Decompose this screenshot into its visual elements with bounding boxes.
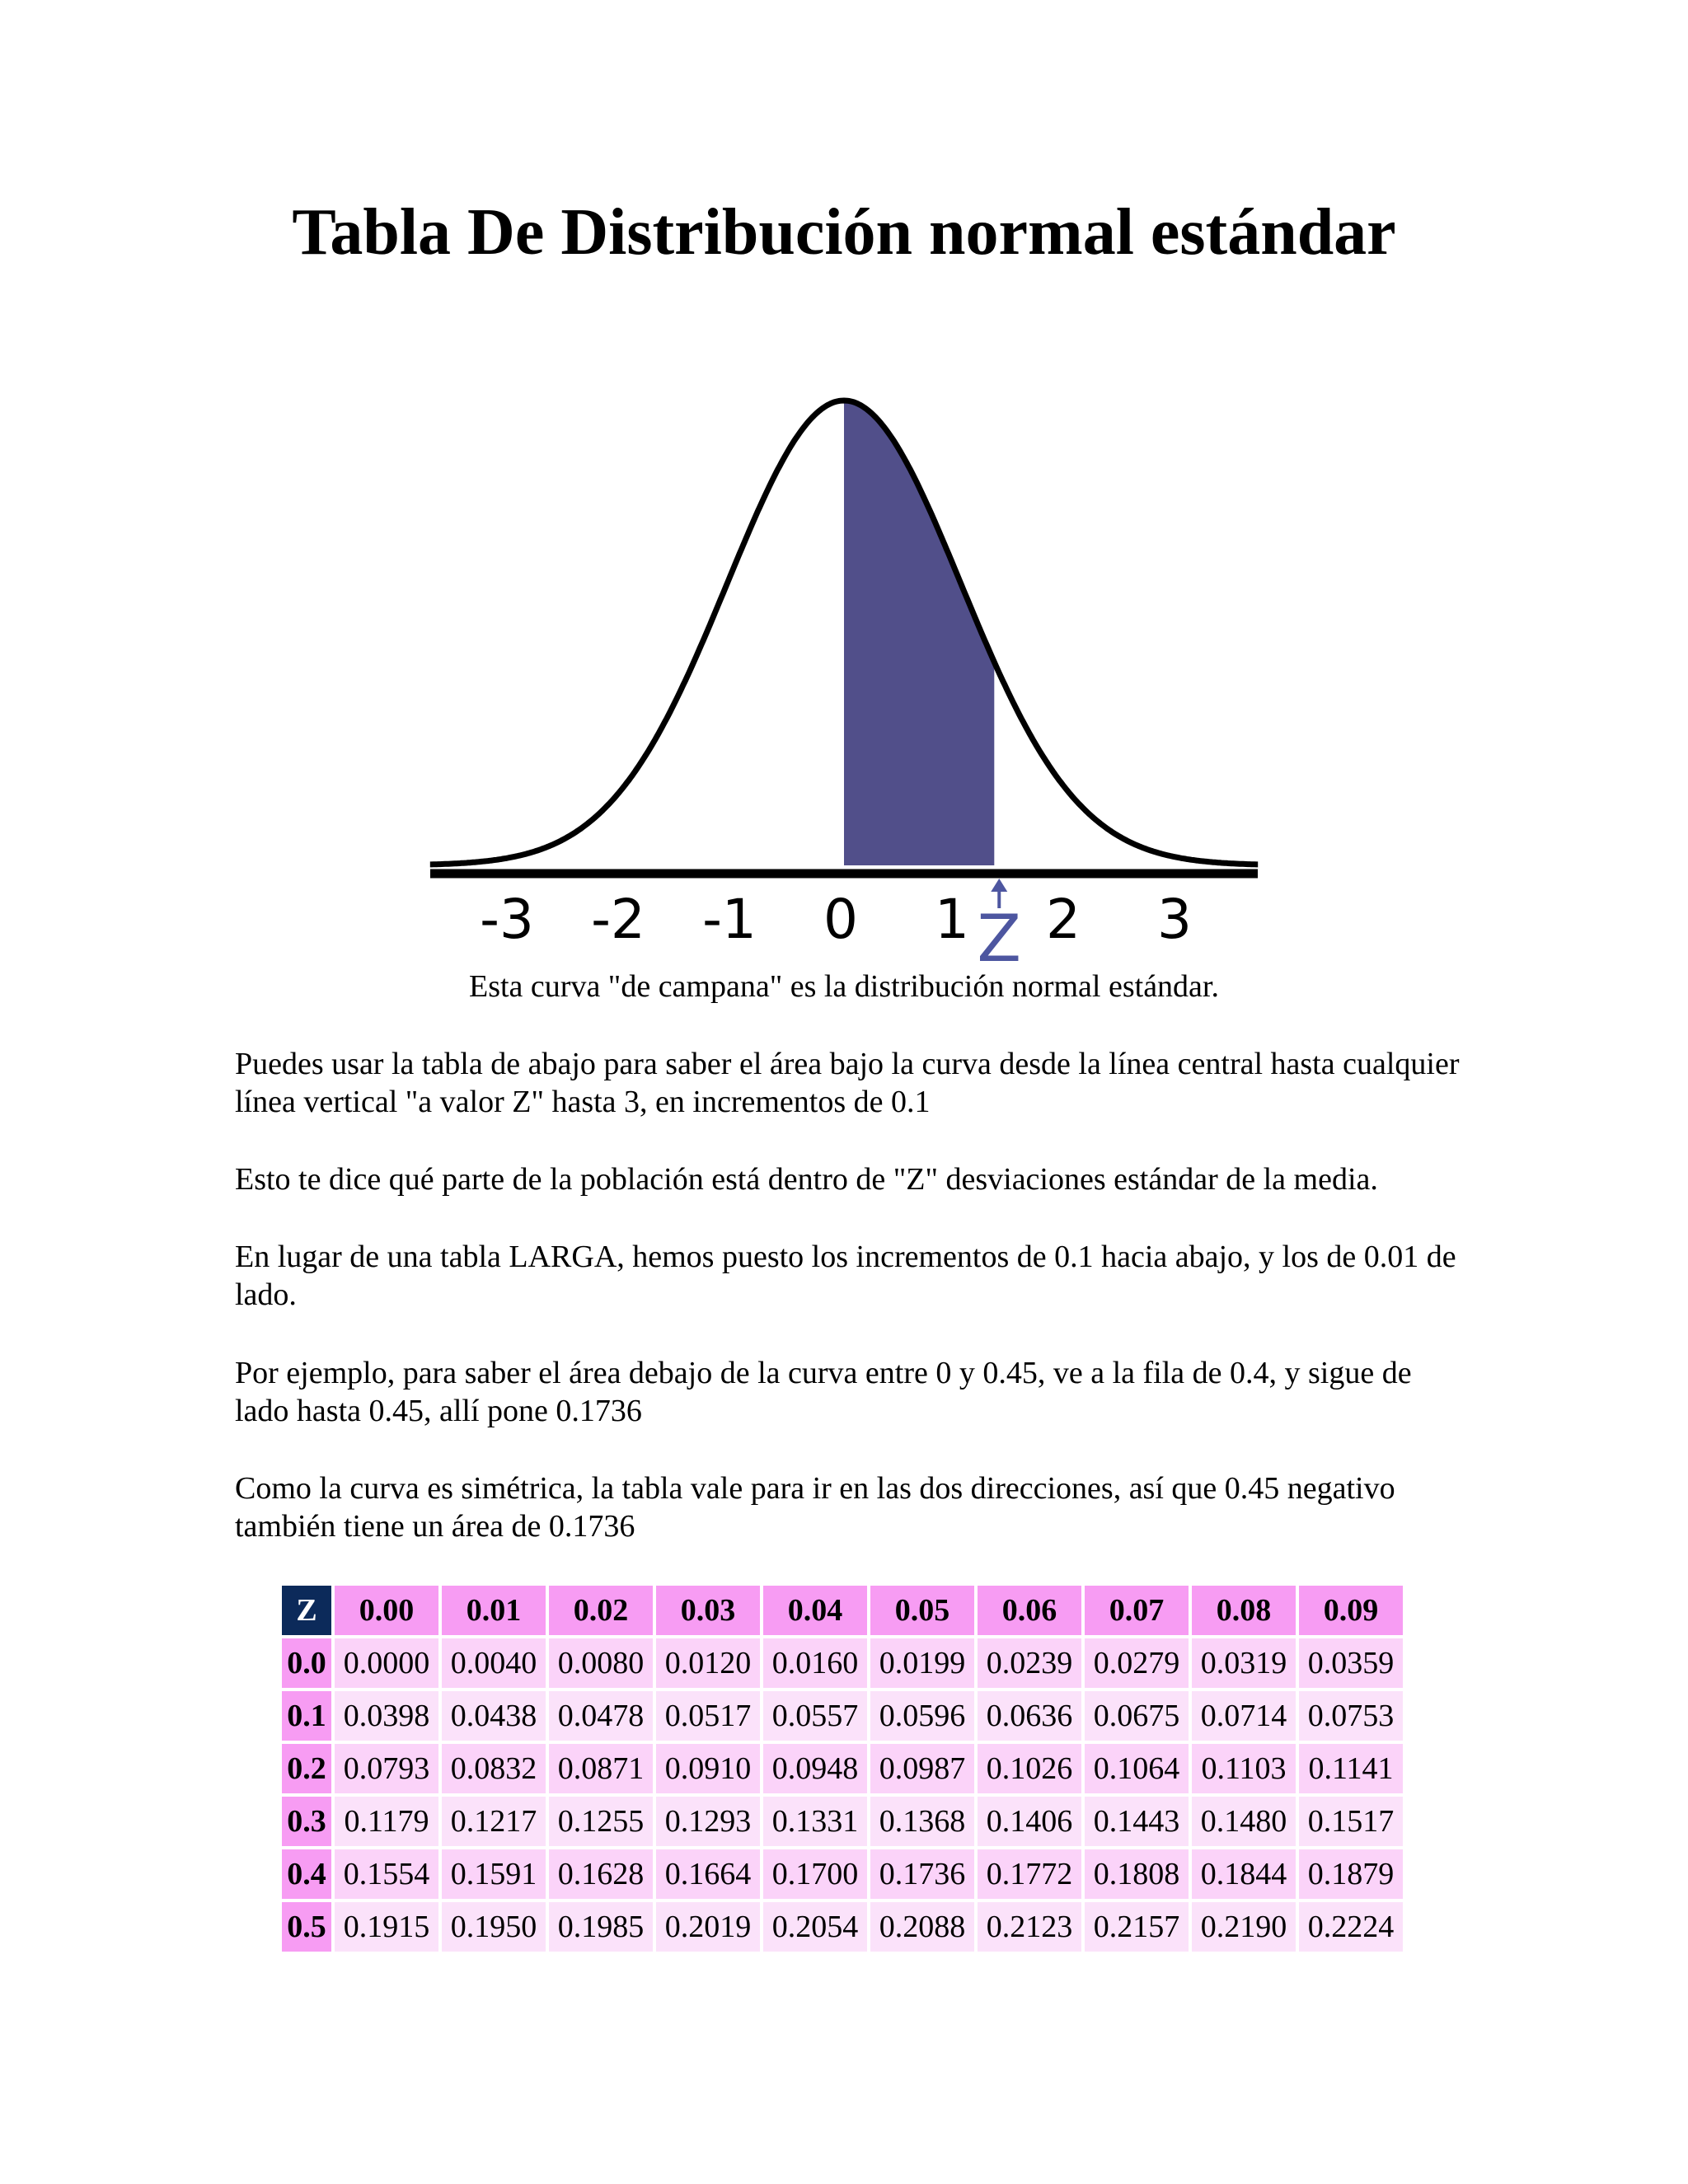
z-table-cell: 0.1217	[442, 1797, 546, 1846]
z-table-cell: 0.0675	[1085, 1691, 1189, 1741]
bell-curve-svg	[427, 394, 1261, 963]
axis-tick-label: 0	[823, 888, 858, 951]
z-table-cell: 0.1554	[335, 1849, 438, 1899]
axis-tick-label: -1	[702, 888, 757, 951]
z-table-cell: 0.2054	[763, 1902, 867, 1952]
z-table	[279, 1582, 1406, 1955]
z-table-row	[282, 1797, 1403, 1846]
z-table-cell: 0.2190	[1192, 1902, 1296, 1952]
z-table-cell: 0.1026	[978, 1744, 1081, 1793]
z-table-row-header: 0.3	[282, 1797, 331, 1846]
z-table-cell: 0.1736	[870, 1849, 974, 1899]
z-table-cell: 0.1368	[870, 1797, 974, 1846]
z-table-corner: Z	[282, 1586, 331, 1635]
z-table-cell: 0.0279	[1085, 1638, 1189, 1688]
z-table-cell: 0.1141	[1299, 1744, 1403, 1793]
z-table-col-header: 0.05	[870, 1586, 974, 1635]
z-table-cell: 0.0239	[978, 1638, 1081, 1688]
figure-caption: Esta curva "de campana" es la distribución normal estándar.	[469, 969, 1219, 1004]
z-table-cell: 0.1628	[549, 1849, 653, 1899]
z-table-cell: 0.0793	[335, 1744, 438, 1793]
z-table-row-header: 0.0	[282, 1638, 331, 1688]
z-table-cell: 0.0636	[978, 1691, 1081, 1741]
z-table-cell: 0.1879	[1299, 1849, 1403, 1899]
z-table-cell: 0.0398	[335, 1691, 438, 1741]
z-table-cell: 0.1664	[656, 1849, 760, 1899]
axis-tick-label: 1	[935, 888, 969, 951]
z-table-col-header: 0.03	[656, 1586, 760, 1635]
z-table-cell: 0.0557	[763, 1691, 867, 1741]
axis-tick-labels	[480, 888, 1192, 951]
z-table-cell: 0.1443	[1085, 1797, 1189, 1846]
z-table-cell: 0.1293	[656, 1797, 760, 1846]
z-table-cell: 0.1103	[1192, 1744, 1296, 1793]
z-table-col-header: 0.04	[763, 1586, 867, 1635]
page-title: Tabla De Distribución normal estándar	[292, 196, 1396, 269]
paragraph-example: Por ejemplo, para saber el área debajo de la curva entre 0 y 0.45, ve a la fila de 0.4, y sigue de lado hasta 0.45, allí pone 0.1736	[235, 1356, 1412, 1428]
z-table-cell: 0.0319	[1192, 1638, 1296, 1688]
z-table-row-header: 0.5	[282, 1902, 331, 1952]
bell-curve-figure	[427, 394, 1261, 963]
z-table-col-header: 0.01	[442, 1586, 546, 1635]
z-table-cell: 0.0438	[442, 1691, 546, 1741]
axis-tick-label: 2	[1046, 888, 1081, 951]
z-table-cell: 0.0160	[763, 1638, 867, 1688]
z-table-cell: 0.1772	[978, 1849, 1081, 1899]
z-table-cell: 0.1700	[763, 1849, 867, 1899]
z-table-cell: 0.0871	[549, 1744, 653, 1793]
z-table-row	[282, 1849, 1403, 1899]
z-table-col-header: 0.08	[1192, 1586, 1296, 1635]
z-table-cell: 0.1915	[335, 1902, 438, 1952]
z-table-row	[282, 1691, 1403, 1741]
z-table-cell: 0.0199	[870, 1638, 974, 1688]
z-table-col-header: 0.06	[978, 1586, 1081, 1635]
z-table-cell: 0.1480	[1192, 1797, 1296, 1846]
z-table-cell: 0.0517	[656, 1691, 760, 1741]
z-table-cell: 0.1331	[763, 1797, 867, 1846]
z-table-col-header: 0.00	[335, 1586, 438, 1635]
z-table-cell: 0.1406	[978, 1797, 1081, 1846]
paragraph-layout: En lugar de una tabla LARGA, hemos puesto los incrementos de 0.1 hacia abajo, y los de 0.01 de lado.	[235, 1240, 1456, 1312]
z-table-cell: 0.1064	[1085, 1744, 1189, 1793]
z-table-cell: 0.1591	[442, 1849, 546, 1899]
z-table-col-header: 0.07	[1085, 1586, 1189, 1635]
shaded-area	[844, 401, 994, 865]
z-table-row-header: 0.1	[282, 1691, 331, 1741]
z-table-cell: 0.0948	[763, 1744, 867, 1793]
paragraph-meaning: Esto te dice qué parte de la población está dentro de "Z" desviaciones estándar de la media.	[235, 1162, 1378, 1197]
axis-tick-label: -2	[591, 888, 645, 951]
z-table-cell: 0.1255	[549, 1797, 653, 1846]
z-table-cell: 0.0910	[656, 1744, 760, 1793]
z-table-cell: 0.1950	[442, 1902, 546, 1952]
z-table-cell: 0.0120	[656, 1638, 760, 1688]
z-table-header-row	[282, 1586, 1403, 1635]
paragraph-symmetry: Como la curva es simétrica, la tabla vale para ir en las dos direcciones, así que 0.45 negativo también tiene un área de 0.1736	[235, 1471, 1395, 1544]
z-table-cell: 0.2157	[1085, 1902, 1189, 1952]
z-table-cell: 0.2123	[978, 1902, 1081, 1952]
z-table-cell: 0.2019	[656, 1902, 760, 1952]
z-table-row-header: 0.4	[282, 1849, 331, 1899]
z-table-row	[282, 1902, 1403, 1952]
z-table-cell: 0.2224	[1299, 1902, 1403, 1952]
z-table-cell: 0.0080	[549, 1638, 653, 1688]
z-table-cell: 0.0714	[1192, 1691, 1296, 1741]
z-table-cell: 0.1808	[1085, 1849, 1189, 1899]
z-table-cell: 0.0000	[335, 1638, 438, 1688]
z-table-cell: 0.0359	[1299, 1638, 1403, 1688]
z-table-cell: 0.0753	[1299, 1691, 1403, 1741]
z-table-row-header: 0.2	[282, 1744, 331, 1793]
z-table-cell: 0.0478	[549, 1691, 653, 1741]
axis-tick-label: -3	[480, 888, 534, 951]
z-table-cell: 0.0987	[870, 1744, 974, 1793]
paragraph-usage: Puedes usar la tabla de abajo para saber el área bajo la curva desde la línea central hasta cualquier línea vertical "a valor Z" hasta 3, en incrementos de 0.1	[235, 1047, 1460, 1119]
z-table-cell: 0.2088	[870, 1902, 974, 1952]
z-table-cell: 0.1844	[1192, 1849, 1296, 1899]
z-table-cell: 0.1985	[549, 1902, 653, 1952]
z-table-cell: 0.1179	[335, 1797, 438, 1846]
z-table-cell: 0.0832	[442, 1744, 546, 1793]
z-table-cell: 0.1517	[1299, 1797, 1403, 1846]
z-table-cell: 0.0596	[870, 1691, 974, 1741]
z-table-col-header: 0.02	[549, 1586, 653, 1635]
axis-tick-label: 3	[1157, 888, 1192, 951]
z-table-row	[282, 1744, 1403, 1793]
z-table-col-header: 0.09	[1299, 1586, 1403, 1635]
z-table-cell: 0.0040	[442, 1638, 546, 1688]
z-table-row	[282, 1638, 1403, 1688]
z-marker-label: Z	[977, 902, 1021, 963]
